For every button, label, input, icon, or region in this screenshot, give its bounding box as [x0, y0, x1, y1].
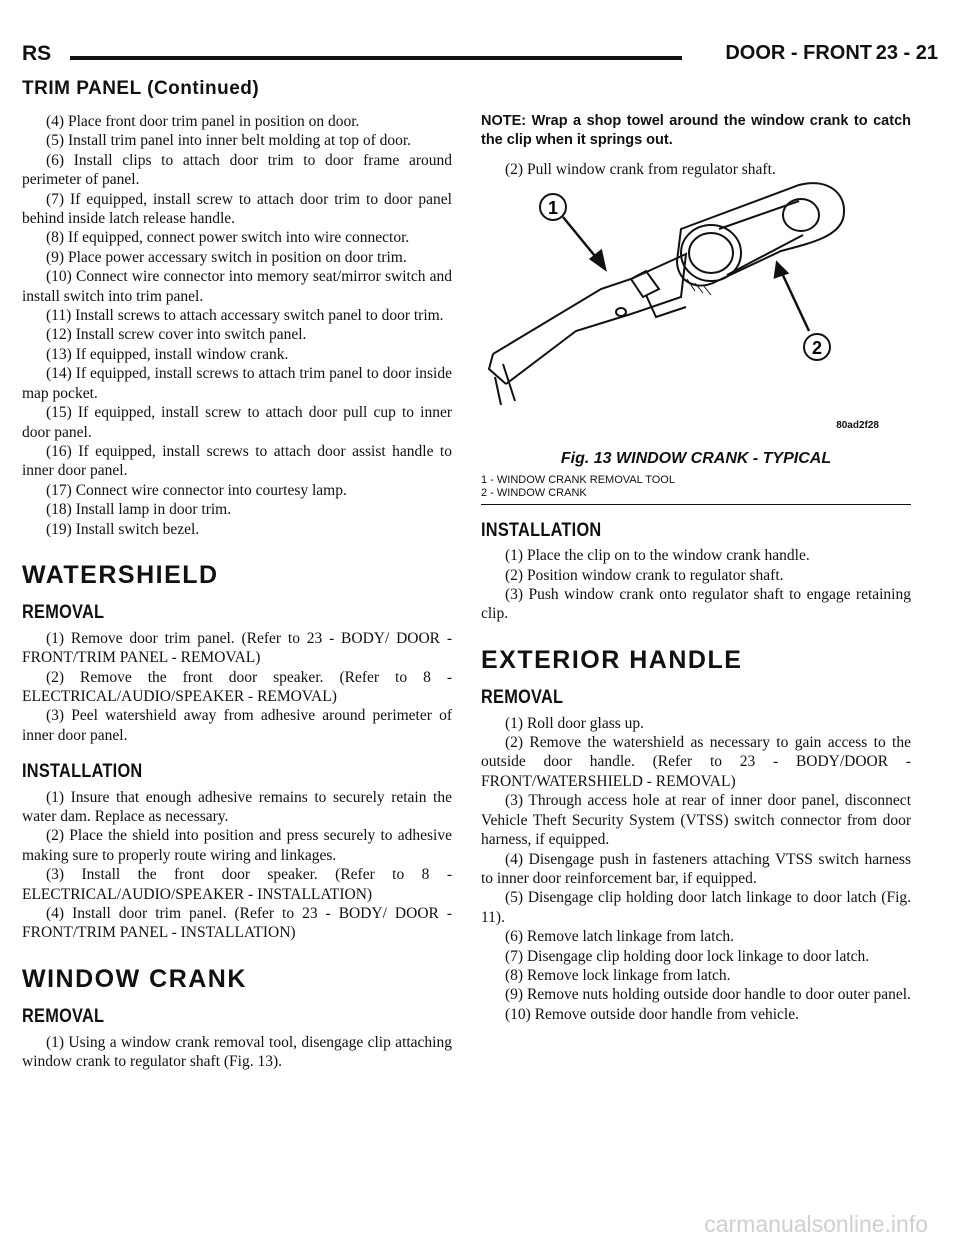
crank-installation-heading: INSTALLATION	[481, 519, 602, 541]
step: (2) Remove the front door speaker. (Refer to 8 - ELECTRICAL/AUDIO/SPEAKER - REMOVAL)	[22, 668, 452, 705]
step: (3) Through access hole at rear of inner door panel, disconnect Vehicle Theft Security System (VTSS) switch connector from door harness, if equipped.	[481, 792, 911, 849]
step: (12) Install screw cover into switch panel.	[46, 326, 307, 344]
step: (17) Connect wire connector into courtesy lamp.	[46, 481, 347, 499]
step: (1) Remove door trim panel. (Refer to 23 - BODY/ DOOR - FRONT/TRIM PANEL - REMOVAL)	[22, 629, 452, 667]
step: (2) Remove the watershield as necessary to gain access to the outside door handle. (Refer to 23 - BODY/DOOR - FRONT/WATERSHIELD - REMOVAL)	[481, 734, 911, 790]
right-column	[481, 112, 911, 1024]
step: (16) If equipped, install screws to attach door assist handle to inner door panel.	[22, 442, 452, 480]
step: (6) Install clips to attach door trim to door frame around perimeter of panel.	[22, 151, 452, 189]
step: (4) Install door trim panel. (Refer to 23 - BODY/ DOOR - FRONT/TRIM PANEL - INSTALLATION)	[22, 905, 452, 942]
step: (3) Install the front door speaker. (Refer to 8 - ELECTRICAL/AUDIO/SPEAKER - INSTALLATION)	[22, 866, 452, 903]
step: (1) Insure that enough adhesive remains to securely retain the water dam. Replace as necessary.	[22, 788, 452, 825]
legend-item: 1 - WINDOW CRANK REMOVAL TOOL	[481, 473, 675, 486]
trim-panel-steps	[22, 112, 452, 539]
step: (4) Place front door trim panel in position on door.	[46, 113, 360, 130]
watershield-removal-heading: REMOVAL	[22, 602, 105, 624]
window-crank-removal-heading: REMOVAL	[22, 1006, 105, 1028]
exterior-handle-heading: EXTERIOR HANDLE	[481, 645, 743, 674]
callout-2	[804, 334, 830, 360]
continued-heading: TRIM PANEL (Continued)	[22, 78, 260, 99]
window-crank-illustration	[481, 179, 881, 449]
step: (7) If equipped, install screw to attach door trim to door panel behind inside latch release handle.	[22, 190, 452, 228]
watermark: carmanualsonline.info	[704, 1211, 928, 1237]
step: (1) Place the clip on to the window crank handle.	[505, 547, 810, 565]
window-crank-figure	[481, 179, 881, 449]
section-code: RS	[22, 42, 52, 65]
step: (15) If equipped, install screw to attach door pull cup to inner door panel.	[22, 404, 452, 441]
step: (13) If equipped, install window crank.	[46, 345, 289, 363]
step: (5) Install trim panel into inner belt molding at top of door.	[46, 132, 412, 150]
step: (14) If equipped, install screws to attach trim panel to door inside map pocket.	[22, 365, 452, 402]
watershield-installation-heading: INSTALLATION	[22, 761, 143, 783]
callout-1	[540, 194, 566, 220]
step: (18) Install lamp in door trim.	[46, 501, 232, 519]
step: (4) Disengage push in fasteners attaching VTSS switch harness to inner door reinforcement bar, if equipped.	[481, 850, 911, 887]
figure-code: 80ad2f28	[836, 420, 879, 431]
step: (1) Using a window crank removal tool, disengage clip attaching window crank to regulator shaft (Fig. 13).	[22, 1033, 452, 1071]
step: (2) Place the shield into position and press securely to adhesive making sure to properly route wiring and linkages.	[22, 827, 452, 864]
section-title: DOOR - FRONT	[725, 42, 872, 64]
step: (3) Peel watershield away from adhesive around perimeter of inner door panel.	[22, 707, 452, 744]
step: (9) Place power accessary switch in position on door trim.	[46, 248, 407, 266]
page-number: 23 - 21	[875, 42, 938, 64]
callout-1-label: 1	[547, 198, 559, 219]
step: (1) Roll door glass up.	[505, 714, 645, 732]
step: (7) Disengage clip holding door lock linkage to door latch.	[505, 947, 870, 965]
left-column	[22, 112, 452, 1071]
step: (10) Remove outside door handle from vehicle.	[505, 1005, 799, 1023]
step: (8) If equipped, connect power switch into wire connector.	[46, 229, 410, 247]
step: (2) Position window crank to regulator shaft.	[505, 566, 784, 584]
watershield-heading: WATERSHIELD	[22, 560, 219, 589]
step: (10) Connect wire connector into memory seat/mirror switch and install switch into trim panel.	[22, 268, 452, 305]
step: (19) Install switch bezel.	[46, 520, 200, 538]
step: (2) Pull window crank from regulator shaft.	[505, 161, 776, 178]
step: (6) Remove latch linkage from latch.	[505, 928, 734, 946]
window-crank-heading: WINDOW CRANK	[22, 964, 247, 993]
figure-title: Fig. 13 WINDOW CRANK - TYPICAL	[560, 450, 832, 468]
step: (9) Remove nuts holding outside door handle to door outer panel.	[505, 986, 911, 1004]
callout-2-label: 2	[811, 338, 823, 359]
step: (3) Push window crank onto regulator shaft to engage retaining clip.	[481, 586, 911, 623]
step: (8) Remove lock linkage from latch.	[505, 966, 731, 984]
exterior-handle-removal-heading: REMOVAL	[481, 687, 564, 709]
legend-item: 2 - WINDOW CRANK	[481, 486, 587, 499]
note: NOTE: Wrap a shop towel around the window crank to catch the clip when it springs out.	[481, 113, 911, 148]
header-rule	[70, 56, 682, 60]
step: (5) Disengage clip holding door latch linkage to door latch (Fig. 11).	[481, 889, 911, 926]
step: (11) Install screws to attach accessary switch panel to door trim.	[46, 307, 444, 325]
